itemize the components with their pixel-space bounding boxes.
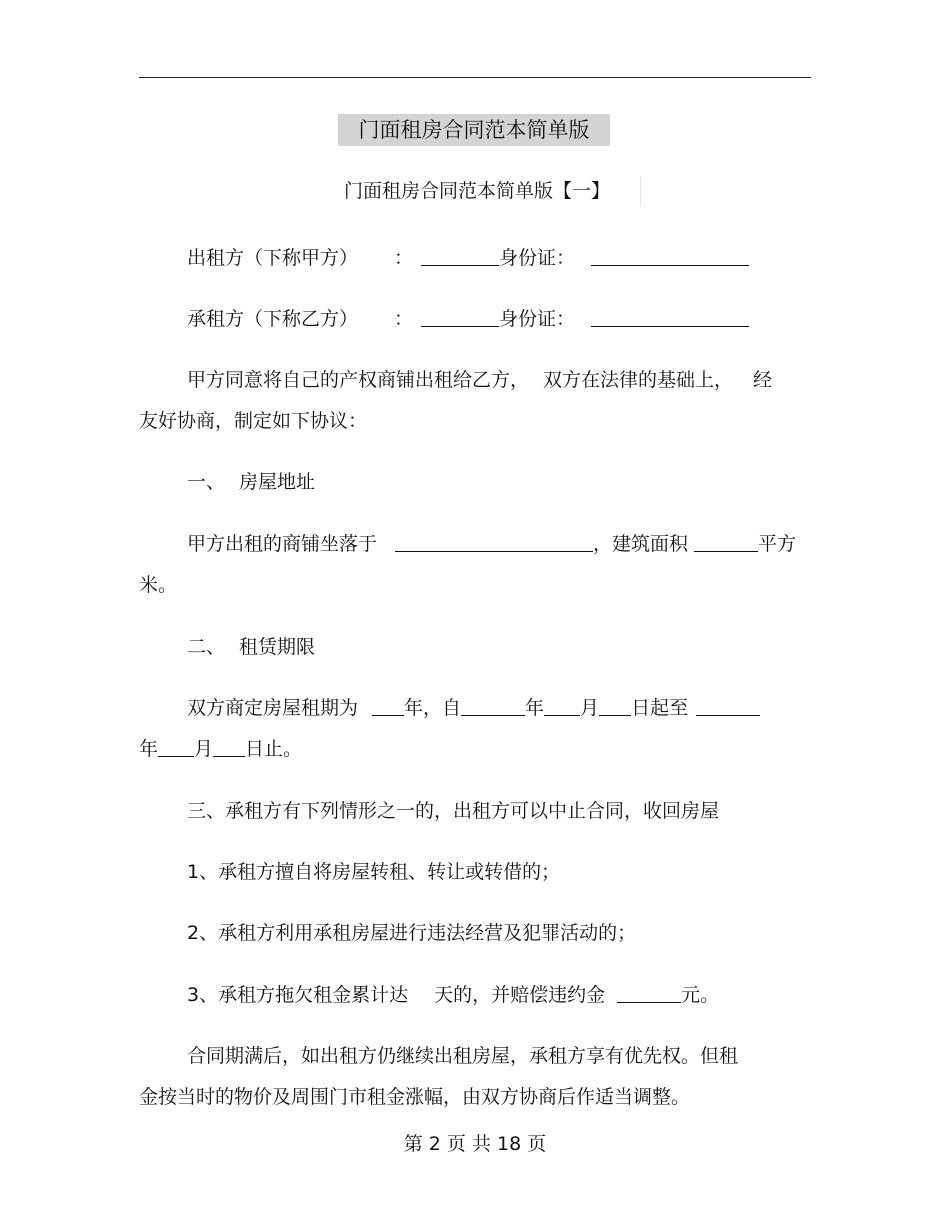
lessee-id-label: 身份证： [499,308,576,330]
item3-text-2: 天的，并赔偿违约金 [434,984,606,1006]
document-subtitle: 门面租房合同范本简单版【一】 [344,176,641,206]
page-footer: 第 2 页 共 18 页 [403,1133,547,1155]
term-text-8: 日止。 [245,738,303,760]
address-text-3: 平方 [758,533,797,555]
end-month-blank[interactable] [158,736,194,757]
section-2-title: 租赁期限 [239,636,316,658]
header-rule [139,77,811,78]
term-text-2: 年，自 [404,697,462,719]
intro-part-1: 甲方同意将自己的产权商铺出租给乙方， [187,369,530,391]
lessee-id-blank[interactable] [591,306,749,327]
lessee-colon: ： [394,308,414,330]
section-2-heading [187,632,315,662]
address-line-1 [187,529,796,559]
renewal-line-1: 合同期满后，如出租方仍继续出租房屋，承租方享有优先权。但租 [187,1045,739,1067]
term-text-7: 月 [194,738,214,760]
lessor-id-label: 身份证： [499,247,576,269]
address-text-2: ，建筑面积 [593,533,689,555]
document-title: 门面租房合同范本简单版 [338,114,610,146]
section-1-number: 一、 [187,471,226,493]
list-item-3 [187,980,719,1010]
section-3-heading: 三、承租方有下列情形之一的，出租方可以中止合同，收回房屋 [187,800,720,822]
section-2-number: 二、 [187,636,226,658]
lessee-line [187,304,749,334]
lessor-name-blank[interactable] [421,245,499,266]
lessee-name-blank[interactable] [421,306,499,327]
term-text-6: 年 [139,738,159,760]
address-text-1: 甲方出租的商铺坐落于 [187,533,378,555]
term-line-1 [187,693,760,723]
intro-line-2: 友好协商，制定如下协议： [139,410,368,432]
lessee-label: 承租方（下称乙方） [187,308,359,330]
lessor-label: 出租方（下称甲方） [187,247,359,269]
end-day-blank[interactable] [213,736,245,757]
end-year-blank[interactable] [696,695,760,716]
list-item-2: 2、承租方利用承租房屋进行违法经营及犯罪活动的； [187,922,637,944]
lessor-id-blank[interactable] [591,245,749,266]
lessor-line [187,243,749,273]
section-1-heading [187,467,315,497]
address-blank[interactable] [395,531,593,552]
term-text-1: 双方商定房屋租期为 [187,697,359,719]
term-line-2 [139,734,302,764]
term-text-4: 月 [580,697,600,719]
item3-text-3: 元。 [681,984,720,1006]
list-item-1: 1、承租方擅自将房屋转租、转让或转借的； [187,861,561,883]
intro-part-3: 经 [753,369,773,391]
term-years-blank[interactable] [372,695,404,716]
address-line-2: 米。 [139,574,178,596]
lessor-colon: ： [394,247,414,269]
item3-text-1: 3、承租方拖欠租金累计达 [187,984,409,1006]
start-day-blank[interactable] [599,695,631,716]
term-text-3: 年 [525,697,545,719]
area-blank[interactable] [694,531,758,552]
section-1-title: 房屋地址 [239,471,316,493]
renewal-line-2: 金按当时的物价及周围门市租金涨幅，由双方协商后作适当调整。 [139,1086,691,1108]
term-text-5: 日起至 [631,697,689,719]
intro-part-2: 双方在法律的基础上， [543,369,734,391]
penalty-blank[interactable] [617,982,681,1003]
start-month-blank[interactable] [544,695,580,716]
intro-line-1 [187,365,772,395]
start-year-blank[interactable] [461,695,525,716]
